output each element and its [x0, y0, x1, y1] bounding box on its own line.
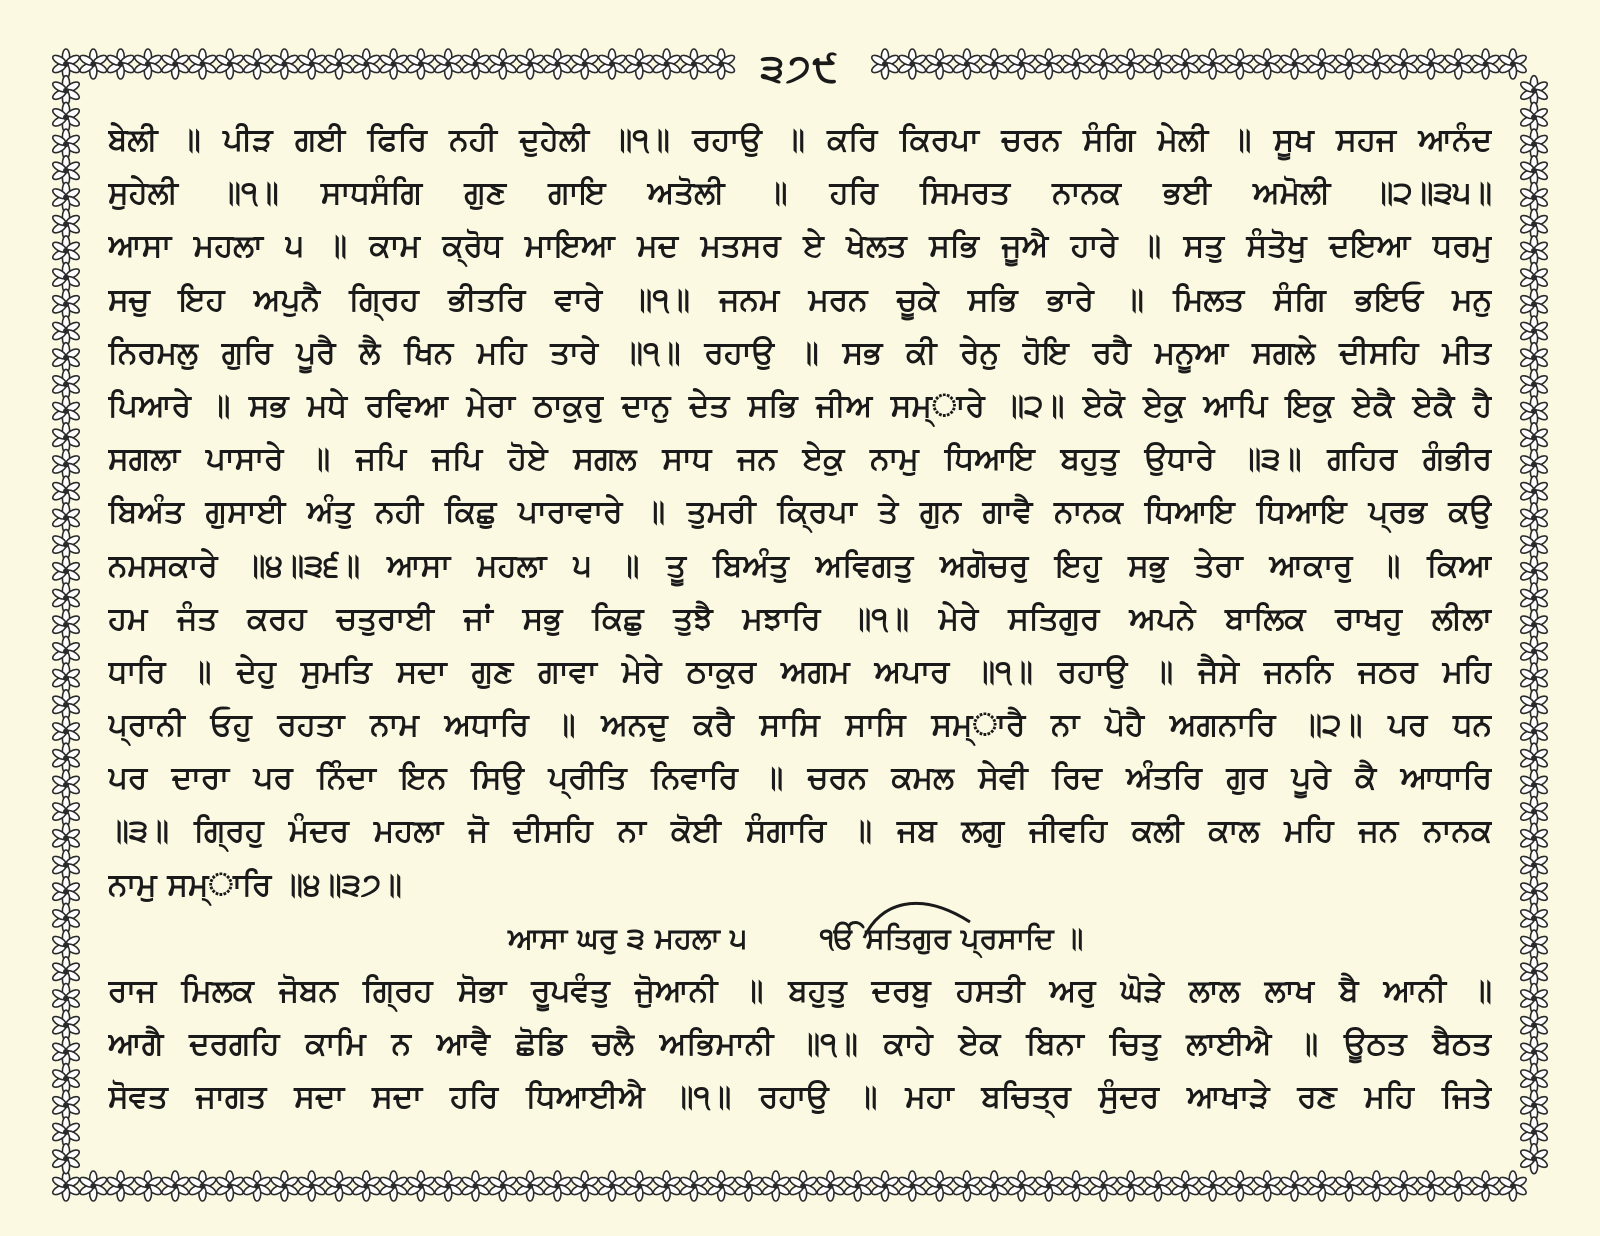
flower-ornament-icon — [324, 49, 354, 79]
flower-ornament-icon — [1519, 583, 1549, 613]
flower-ornament-icon — [1519, 156, 1549, 186]
flower-ornament-icon — [1116, 1171, 1146, 1201]
section-heading — [108, 912, 1492, 965]
verse-line: ਬੇਲੀ ॥ ਪੀੜ ਗਈ ਫਿਰਿ ਨਹੀ ਦੁਹੇਲੀ ॥੧॥ ਰਹਾਉ ॥ ਕਰਿ ਕਿਰਪਾ ਚਰਨ ਸੰਗਿ ਮੇਲੀ ॥ ਸੂਖ ਸਹਜ ਆਨੰਦ — [108, 122, 1492, 158]
verse-line: ਨਿਰਮਲੁ ਗੁਰਿ ਪੂਰੈ ਲੈ ਖਿਨ ਮਹਿ ਤਾਰੇ ॥੧॥ ਰਹਾਉ ॥ ਸਭ ਕੀ ਰੇਨੁ ਹੋਇ ਰਹੈ ਮਨੂਆ ਸਗਲੇ ਦੀਸਹਿ ਮੀਤ — [108, 334, 1492, 371]
flower-ornament-icon — [1389, 1171, 1419, 1201]
flower-ornament-icon — [1519, 663, 1549, 693]
verse-line: ਆਸਾ ਮਹਲਾ ੫ ॥ ਕਾਮ ਕ੍ਰੋਧ ਮਾਇਆ ਮਦ ਮਤਸਰ ਏ ਖੇਲਤ ਸਭਿ ਜੂਐ ਹਾਰੇ ॥ ਸਤੁ ਸੰਤੋਖੁ ਦਇਆ ਧਰਮੁ — [108, 228, 1492, 265]
flower-ornament-icon — [1519, 610, 1549, 640]
flower-ornament-icon — [1519, 770, 1549, 800]
flower-ornament-icon — [433, 1171, 463, 1201]
flower-ornament-icon — [51, 209, 81, 239]
flower-ornament-icon — [242, 49, 272, 79]
flower-ornament-icon — [1519, 984, 1549, 1014]
flower-ornament-icon — [51, 1117, 81, 1147]
flower-ornament-icon — [51, 957, 81, 987]
flower-ornament-icon — [51, 503, 81, 533]
flower-ornament-icon — [51, 1037, 81, 1067]
flower-ornament-icon — [1362, 49, 1392, 79]
flower-ornament-icon — [1089, 1171, 1119, 1201]
flower-ornament-icon — [488, 1171, 518, 1201]
verse-line: ਸਚੁ ਇਹ ਅਪੁਨੈ ਗ੍ਰਿਹ ਭੀਤਰਿ ਵਾਰੇ ॥੧॥ ਜਨਮ ਮਰਨ ਚੂਕੇ ਸਭਿ ਭਾਰੇ ॥ ਮਿਲਤ ਸੰਗਿ ਭਇਓ ਮਨੁ — [108, 281, 1492, 318]
flower-ornament-icon — [51, 156, 81, 186]
flower-ornament-icon — [1307, 1171, 1337, 1201]
flower-ornament-icon — [324, 1171, 354, 1201]
flower-ornament-icon — [51, 396, 81, 426]
flower-ornament-icon — [816, 1171, 846, 1201]
flower-ornament-icon — [788, 1171, 818, 1201]
flower-ornament-icon — [51, 476, 81, 506]
flower-ornament-icon — [1519, 877, 1549, 907]
flower-ornament-icon — [51, 743, 81, 773]
flower-ornament-icon — [433, 49, 463, 79]
flower-ornament-icon — [1519, 1144, 1549, 1174]
verse-line: ਸੁਹੇਲੀ ॥੧॥ ਸਾਧਸੰਗਿ ਗੁਣ ਗਾਇ ਅਤੋਲੀ ॥ ਹਰਿ ਸਿਮਰਤ ਨਾਨਕ ਭਈ ਅਮੋਲੀ ॥੨॥੩੫॥ — [108, 175, 1492, 212]
flower-ornament-icon — [1519, 476, 1549, 506]
flower-ornament-icon — [1334, 1171, 1364, 1201]
flower-ornament-icon — [597, 49, 627, 79]
flower-ornament-icon — [1471, 1171, 1501, 1201]
flower-ornament-icon — [1471, 49, 1501, 79]
flower-ornament-icon — [488, 49, 518, 79]
flower-ornament-icon — [51, 1064, 81, 1094]
verse-line: ਪਰ ਦਾਰਾ ਪਰ ਨਿੰਦਾ ਇਨ ਸਿਉ ਪ੍ਰੀਤਿ ਨਿਵਾਰਿ ॥ ਚਰਨ ਕਮਲ ਸੇਵੀ ਰਿਦ ਅੰਤਰਿ ਗੁਰ ਪੂਰੇ ਕੈ ਆਧਾਰਿ — [108, 760, 1492, 797]
flower-ornament-icon — [1519, 236, 1549, 266]
flower-ornament-icon — [1519, 369, 1549, 399]
flower-ornament-icon — [406, 1171, 436, 1201]
verse-line: ਸੋਵਤ ਜਾਗਤ ਸਦਾ ਸਦਾ ਹਰਿ ਧਿਆਈਐ ॥੧॥ ਰਹਾਉ ॥ ਮਹਾ ਬਚਿਤ੍ਰ ਸੁੰਦਰ ਆਖਾੜੇ ਰਣ ਮਹਿ ਜਿਤੇ — [108, 1079, 1492, 1116]
flower-ornament-icon — [1280, 49, 1310, 79]
flower-ornament-icon — [1416, 1171, 1446, 1201]
flower-ornament-icon — [1519, 797, 1549, 827]
flower-ornament-icon — [1519, 690, 1549, 720]
flower-ornament-icon — [1143, 49, 1173, 79]
flower-ornament-icon — [652, 49, 682, 79]
flower-ornament-icon — [379, 1171, 409, 1201]
flower-ornament-icon — [625, 1171, 655, 1201]
flower-ornament-icon — [1225, 1171, 1255, 1201]
flower-ornament-icon — [51, 343, 81, 373]
flower-ornament-icon — [133, 1171, 163, 1201]
flower-ornament-icon — [1171, 1171, 1201, 1201]
flower-ornament-icon — [1519, 930, 1549, 960]
flower-ornament-icon — [297, 49, 327, 79]
flower-ornament-icon — [215, 49, 245, 79]
flower-ornament-icon — [1171, 49, 1201, 79]
flower-ornament-icon — [1444, 1171, 1474, 1201]
flower-ornament-icon — [51, 850, 81, 880]
flower-ornament-icon — [51, 289, 81, 319]
flower-ornament-icon — [1444, 49, 1474, 79]
verse-line: ਹਮ ਜੰਤ ਕਰਹ ਚਤੁਰਾਈ ਜਾਂ ਸਭੁ ਕਿਛੁ ਤੁਝੈ ਮਝਾਰਿ ॥੧॥ ਮੇਰੇ ਸਤਿਗੁਰ ਅਪਨੇ ਬਾਲਿਕ ਰਾਖਹੁ ਲੀਲਾ — [108, 600, 1492, 637]
flower-ornament-icon — [1519, 850, 1549, 880]
flower-ornament-icon — [543, 49, 573, 79]
flower-ornament-icon — [1198, 49, 1228, 79]
flower-ornament-icon — [1362, 1171, 1392, 1201]
flower-ornament-icon — [51, 797, 81, 827]
verse-line: ॥੩॥ ਗ੍ਰਿਹੁ ਮੰਦਰ ਮਹਲਾ ਜੋ ਦੀਸਹਿ ਨਾ ਕੋਈ ਸੰਗਾਰਿ ॥ ਜਬ ਲਗੁ ਜੀਵਹਿ ਕਲੀ ਕਾਲ ਮਹਿ ਜਨ ਨਾਨਕ — [108, 813, 1492, 850]
flower-ornament-icon — [1519, 102, 1549, 132]
verse-line: ਰਾਜ ਮਿਲਕ ਜੋਬਨ ਗ੍ਰਿਹ ਸੋਭਾ ਰੂਪਵੰਤੁ ਜੋੁਆਨੀ ॥ ਬਹੁਤੁ ਦਰਬੁ ਹਸਤੀ ਅਰੁ ਘੋੜੇ ਲਾਲ ਲਾਖ ਬੈ ਆਨੀ ॥ — [108, 973, 1492, 1009]
flower-ornament-icon — [597, 1171, 627, 1201]
flower-ornament-icon — [1519, 316, 1549, 346]
flower-ornament-icon — [1519, 183, 1549, 213]
flower-ornament-icon — [51, 183, 81, 213]
flower-ornament-icon — [160, 1171, 190, 1201]
flower-ornament-icon — [51, 690, 81, 720]
flower-ornament-icon — [1519, 343, 1549, 373]
flower-ornament-icon — [51, 1090, 81, 1120]
flower-ornament-icon — [679, 1171, 709, 1201]
flower-ornament-icon — [79, 49, 109, 79]
flower-ornament-icon — [1252, 1171, 1282, 1201]
verse-line: ਪ੍ਰਾਨੀ ਓਹੁ ਰਹਤਾ ਨਾਮ ਅਧਾਰਿ ॥ ਅਨਦੁ ਕਰੈ ਸਾਸਿ ਸਾਸਿ ਸਮ੍ਾਰੈ ਨਾ ਪੋਹੈ ਅਗਨਾਰਿ ॥੨॥ ਪਰ ਧਨ — [108, 707, 1492, 744]
flower-ornament-icon — [925, 49, 955, 79]
flower-ornament-icon — [1389, 49, 1419, 79]
flower-ornament-icon — [1334, 49, 1364, 79]
flower-ornament-icon — [898, 1171, 928, 1201]
flower-ornament-icon — [898, 49, 928, 79]
flower-ornament-icon — [1519, 396, 1549, 426]
flower-ornament-icon — [51, 423, 81, 453]
flower-ornament-icon — [270, 1171, 300, 1201]
flower-ornament-icon — [1519, 1010, 1549, 1040]
flower-ornament-icon — [133, 49, 163, 79]
flower-ornament-icon — [625, 49, 655, 79]
flower-ornament-icon — [160, 49, 190, 79]
flower-ornament-icon — [1519, 1090, 1549, 1120]
flower-ornament-icon — [461, 49, 491, 79]
flower-ornament-icon — [706, 49, 736, 79]
verse-line: ਪਿਆਰੇ ॥ ਸਭ ਮਧੇ ਰਵਿਆ ਮੇਰਾ ਠਾਕੁਰੁ ਦਾਨੁ ਦੇਤ ਸਭਿ ਜੀਅ ਸਮ੍ਾਰੇ ॥੨॥ ਏਕੋ ਏਕੁ ਆਪਿ ਇਕੁ ਏਕੈ ਏਕੈ ਹੈ — [108, 387, 1492, 424]
flower-ornament-icon — [1519, 209, 1549, 239]
flower-ornament-icon — [1198, 1171, 1228, 1201]
flower-ornament-icon — [51, 263, 81, 293]
flower-ornament-icon — [1519, 1117, 1549, 1147]
flower-ornament-icon — [51, 877, 81, 907]
flower-ornament-icon — [952, 1171, 982, 1201]
flower-ornament-icon — [51, 583, 81, 613]
flower-ornament-icon — [1116, 49, 1146, 79]
flower-ornament-icon — [1519, 903, 1549, 933]
flower-ornament-icon — [1519, 76, 1549, 106]
flower-ornament-icon — [51, 823, 81, 853]
flower-ornament-icon — [51, 984, 81, 1014]
flower-ornament-icon — [51, 1144, 81, 1174]
flower-ornament-icon — [1061, 1171, 1091, 1201]
flower-ornament-icon — [515, 49, 545, 79]
flower-ornament-icon — [51, 717, 81, 747]
flower-ornament-icon — [51, 1171, 81, 1201]
flower-ornament-icon — [51, 316, 81, 346]
heading-raag: ਆਸਾ ਘਰੁ ੩ ਮਹਲਾ ੫ — [508, 920, 748, 955]
flower-ornament-icon — [1252, 49, 1282, 79]
flower-ornament-icon — [870, 1171, 900, 1201]
flower-ornament-icon — [1519, 530, 1549, 560]
flower-ornament-icon — [1519, 1037, 1549, 1067]
flower-ornament-icon — [51, 236, 81, 266]
flower-ornament-icon — [406, 49, 436, 79]
flower-ornament-icon — [1519, 556, 1549, 586]
flower-ornament-icon — [1498, 1171, 1528, 1201]
flower-ornament-icon — [461, 1171, 491, 1201]
flower-ornament-icon — [1519, 423, 1549, 453]
flower-ornament-icon — [1280, 1171, 1310, 1201]
flower-ornament-icon — [543, 1171, 573, 1201]
scripture-text-block — [108, 114, 1492, 1125]
flower-ornament-icon — [843, 1171, 873, 1201]
flower-ornament-icon — [1519, 263, 1549, 293]
flower-ornament-icon — [1519, 129, 1549, 159]
flower-ornament-icon — [51, 930, 81, 960]
flower-ornament-icon — [1007, 1171, 1037, 1201]
flower-ornament-icon — [1519, 1064, 1549, 1094]
flower-ornament-icon — [270, 49, 300, 79]
flower-ornament-icon — [51, 369, 81, 399]
flower-ornament-icon — [1034, 49, 1064, 79]
flower-ornament-icon — [51, 610, 81, 640]
flower-ornament-icon — [1089, 49, 1119, 79]
verse-line: ਨਮਸਕਾਰੇ ॥੪॥੩੬॥ ਆਸਾ ਮਹਲਾ ੫ ॥ ਤੂ ਬਿਅੰਤੁ ਅਵਿਗਤੁ ਅਗੋਚਰੁ ਇਹੁ ਸਭੁ ਤੇਰਾ ਆਕਾਰੁ ॥ ਕਿਆ — [108, 547, 1492, 584]
flower-ornament-icon — [51, 903, 81, 933]
flower-ornament-icon — [1225, 49, 1255, 79]
flower-ornament-icon — [515, 1171, 545, 1201]
verse-line: ਧਾਰਿ ॥ ਦੇਹੁ ਸੁਮਤਿ ਸਦਾ ਗੁਣ ਗਾਵਾ ਮੇਰੇ ਠਾਕੁਰ ਅਗਮ ਅਪਾਰ ॥੧॥ ਰਹਾਉ ॥ ਜੈਸੇ ਜਨਨਿ ਜਠਰ ਮਹਿ — [108, 653, 1492, 690]
flower-ornament-icon — [761, 1171, 791, 1201]
flower-ornament-icon — [979, 1171, 1009, 1201]
verse-line: ਸਗਲਾ ਪਾਸਾਰੇ ॥ ਜਪਿ ਜਪਿ ਹੋਏ ਸਗਲ ਸਾਧ ਜਨ ਏਕੁ ਨਾਮੁ ਧਿਆਇ ਬਹੁਤੁ ਉਧਾਰੇ ॥੩॥ ਗਹਿਰ ਗੰਭੀਰ — [108, 441, 1492, 478]
flower-ornament-icon — [188, 49, 218, 79]
flower-ornament-icon — [734, 1171, 764, 1201]
flower-ornament-icon — [1498, 49, 1528, 79]
heading-mool-mantar: ੴ ਸਤਿਗੁਰ ਪ੍ਰਸਾਦਿ ॥ — [820, 920, 1084, 955]
flower-ornament-icon — [51, 102, 81, 132]
flower-ornament-icon — [51, 636, 81, 666]
flower-ornament-icon — [952, 49, 982, 79]
flower-ornament-icon — [679, 49, 709, 79]
flower-ornament-icon — [379, 49, 409, 79]
flower-ornament-icon — [51, 556, 81, 586]
flower-ornament-icon — [188, 1171, 218, 1201]
flower-ornament-icon — [1519, 823, 1549, 853]
flower-ornament-icon — [1034, 1171, 1064, 1201]
verse-line: ਨਾਮੁ ਸਮ੍ਾਰਿ ॥੪॥੩੭॥ — [108, 866, 402, 903]
flower-ornament-icon — [1416, 49, 1446, 79]
flower-ornament-icon — [1519, 636, 1549, 666]
flower-ornament-icon — [1519, 717, 1549, 747]
verse-line: ਆਗੈ ਦਰਗਹਿ ਕਾਮਿ ਨ ਆਵੈ ਛੋਡਿ ਚਲੈ ਅਭਿਮਾਨੀ ॥੧॥ ਕਾਹੇ ਏਕ ਬਿਨਾ ਚਿਤੁ ਲਾਈਐ ॥ ਊਠਤ ਬੈਠਤ — [108, 1026, 1492, 1063]
flower-ornament-icon — [51, 530, 81, 560]
flower-ornament-icon — [106, 1171, 136, 1201]
flower-ornament-icon — [51, 1010, 81, 1040]
flower-ornament-icon — [215, 1171, 245, 1201]
flower-ornament-icon — [706, 1171, 736, 1201]
flower-ornament-icon — [242, 1171, 272, 1201]
flower-ornament-icon — [51, 450, 81, 480]
flower-ornament-icon — [1061, 49, 1091, 79]
flower-ornament-icon — [1007, 49, 1037, 79]
flower-ornament-icon — [570, 49, 600, 79]
page-number: ੩੭੯ — [745, 38, 855, 98]
verse-line: ਬਿਅੰਤ ਗੁਸਾਈ ਅੰਤੁ ਨਹੀ ਕਿਛੁ ਪਾਰਾਵਾਰੇ ॥ ਤੁਮਰੀ ਕ੍ਰਿਪਾ ਤੇ ਗੁਨ ਗਾਵੈ ਨਾਨਕ ਧਿਆਇ ਧਿਆਇ ਪ੍ਰਭ ਕਉ — [108, 494, 1492, 531]
flower-ornament-icon — [570, 1171, 600, 1201]
flower-ornament-icon — [51, 76, 81, 106]
flower-ornament-icon — [51, 49, 81, 79]
flower-ornament-icon — [870, 49, 900, 79]
flower-ornament-icon — [1519, 289, 1549, 319]
flower-ornament-icon — [925, 1171, 955, 1201]
flower-ornament-icon — [352, 1171, 382, 1201]
flower-ornament-icon — [51, 129, 81, 159]
flower-ornament-icon — [352, 49, 382, 79]
flower-ornament-icon — [106, 49, 136, 79]
flower-ornament-icon — [79, 1171, 109, 1201]
flower-ornament-icon — [51, 663, 81, 693]
flower-ornament-icon — [1307, 49, 1337, 79]
flower-ornament-icon — [979, 49, 1009, 79]
flower-ornament-icon — [1519, 503, 1549, 533]
flower-ornament-icon — [1519, 957, 1549, 987]
flower-ornament-icon — [1519, 743, 1549, 773]
flower-ornament-icon — [297, 1171, 327, 1201]
flower-ornament-icon — [51, 770, 81, 800]
flower-ornament-icon — [652, 1171, 682, 1201]
flower-ornament-icon — [1519, 450, 1549, 480]
flower-ornament-icon — [1143, 1171, 1173, 1201]
